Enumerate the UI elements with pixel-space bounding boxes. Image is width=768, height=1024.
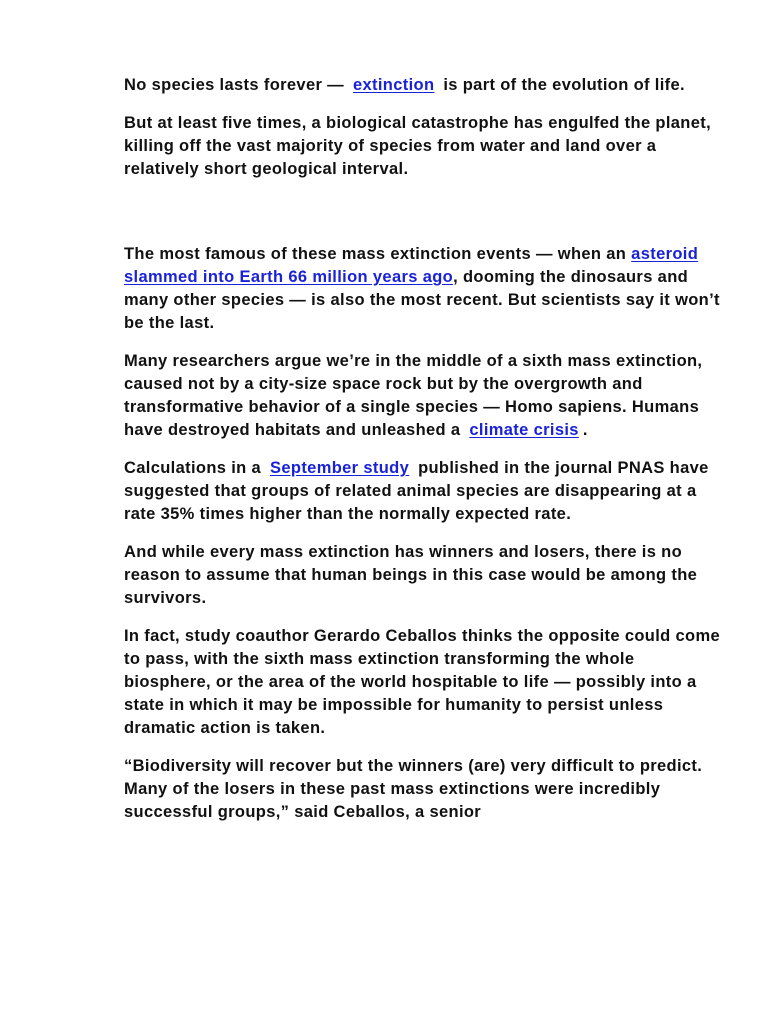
extinction-link[interactable]: extinction (352, 76, 435, 94)
paragraph-text: is part of the evolution of life. (443, 76, 685, 94)
article-body (124, 74, 724, 824)
paragraph-catastrophe: But at least five times, a biological catastrophe has engulfed the planet, killing off the vast majority of species from water and land over a relatively short geological interval. (124, 114, 712, 178)
paragraph-asteroid (124, 243, 724, 335)
paragraph-text: published in the journal PNAS have suggested that groups of related animal species are disappearing at a rate 35% times higher than the normally expected rate. (124, 459, 709, 523)
paragraph-text: , dooming the dinosaurs and many other species — is also the most recent. But scientists say it won’t be the last. (124, 268, 720, 332)
paragraph-intro (124, 74, 724, 97)
climate-crisis-link[interactable]: climate crisis (469, 421, 579, 439)
paragraph-text: Calculations in a (124, 459, 262, 477)
paragraph-calculations (124, 457, 724, 526)
paragraph-sixth-extinction (124, 350, 724, 442)
paragraph-text: The most famous of these mass extinction events — when an (124, 245, 627, 263)
paragraph-text: . (582, 421, 588, 439)
paragraph-quote: “Biodiversity will recover but the winners (are) very difficult to predict. Many of the losers in these past mass extinctions were incredibly successful groups,” said Ceballos, a senior (124, 757, 703, 821)
paragraph-text: No species lasts forever — (124, 76, 345, 94)
asteroid-link[interactable]: asteroid slammed into Earth 66 million years ago (124, 245, 699, 286)
paragraph-winners-losers: And while every mass extinction has winners and losers, there is no reason to assume that human beings in this case would be among the survivors. (124, 543, 698, 607)
paragraph-text: Many researchers argue we’re in the middle of a sixth mass extinction, caused not by a city-size space rock but by the overgrowth and transformative behavior of a single species — Homo sapiens. Humans have destroyed habitats and unleashed a (124, 352, 703, 439)
september-study-link[interactable]: September study (270, 459, 410, 477)
paragraph-ceballos: In fact, study coauthor Gerardo Ceballos thinks the opposite could come to pass, with the sixth mass extinction transforming the whole biosphere, or the area of the world hospitable to life — possibly into a state in which it may be impossible for humanity to persist unless dramatic action is taken. (124, 627, 721, 737)
